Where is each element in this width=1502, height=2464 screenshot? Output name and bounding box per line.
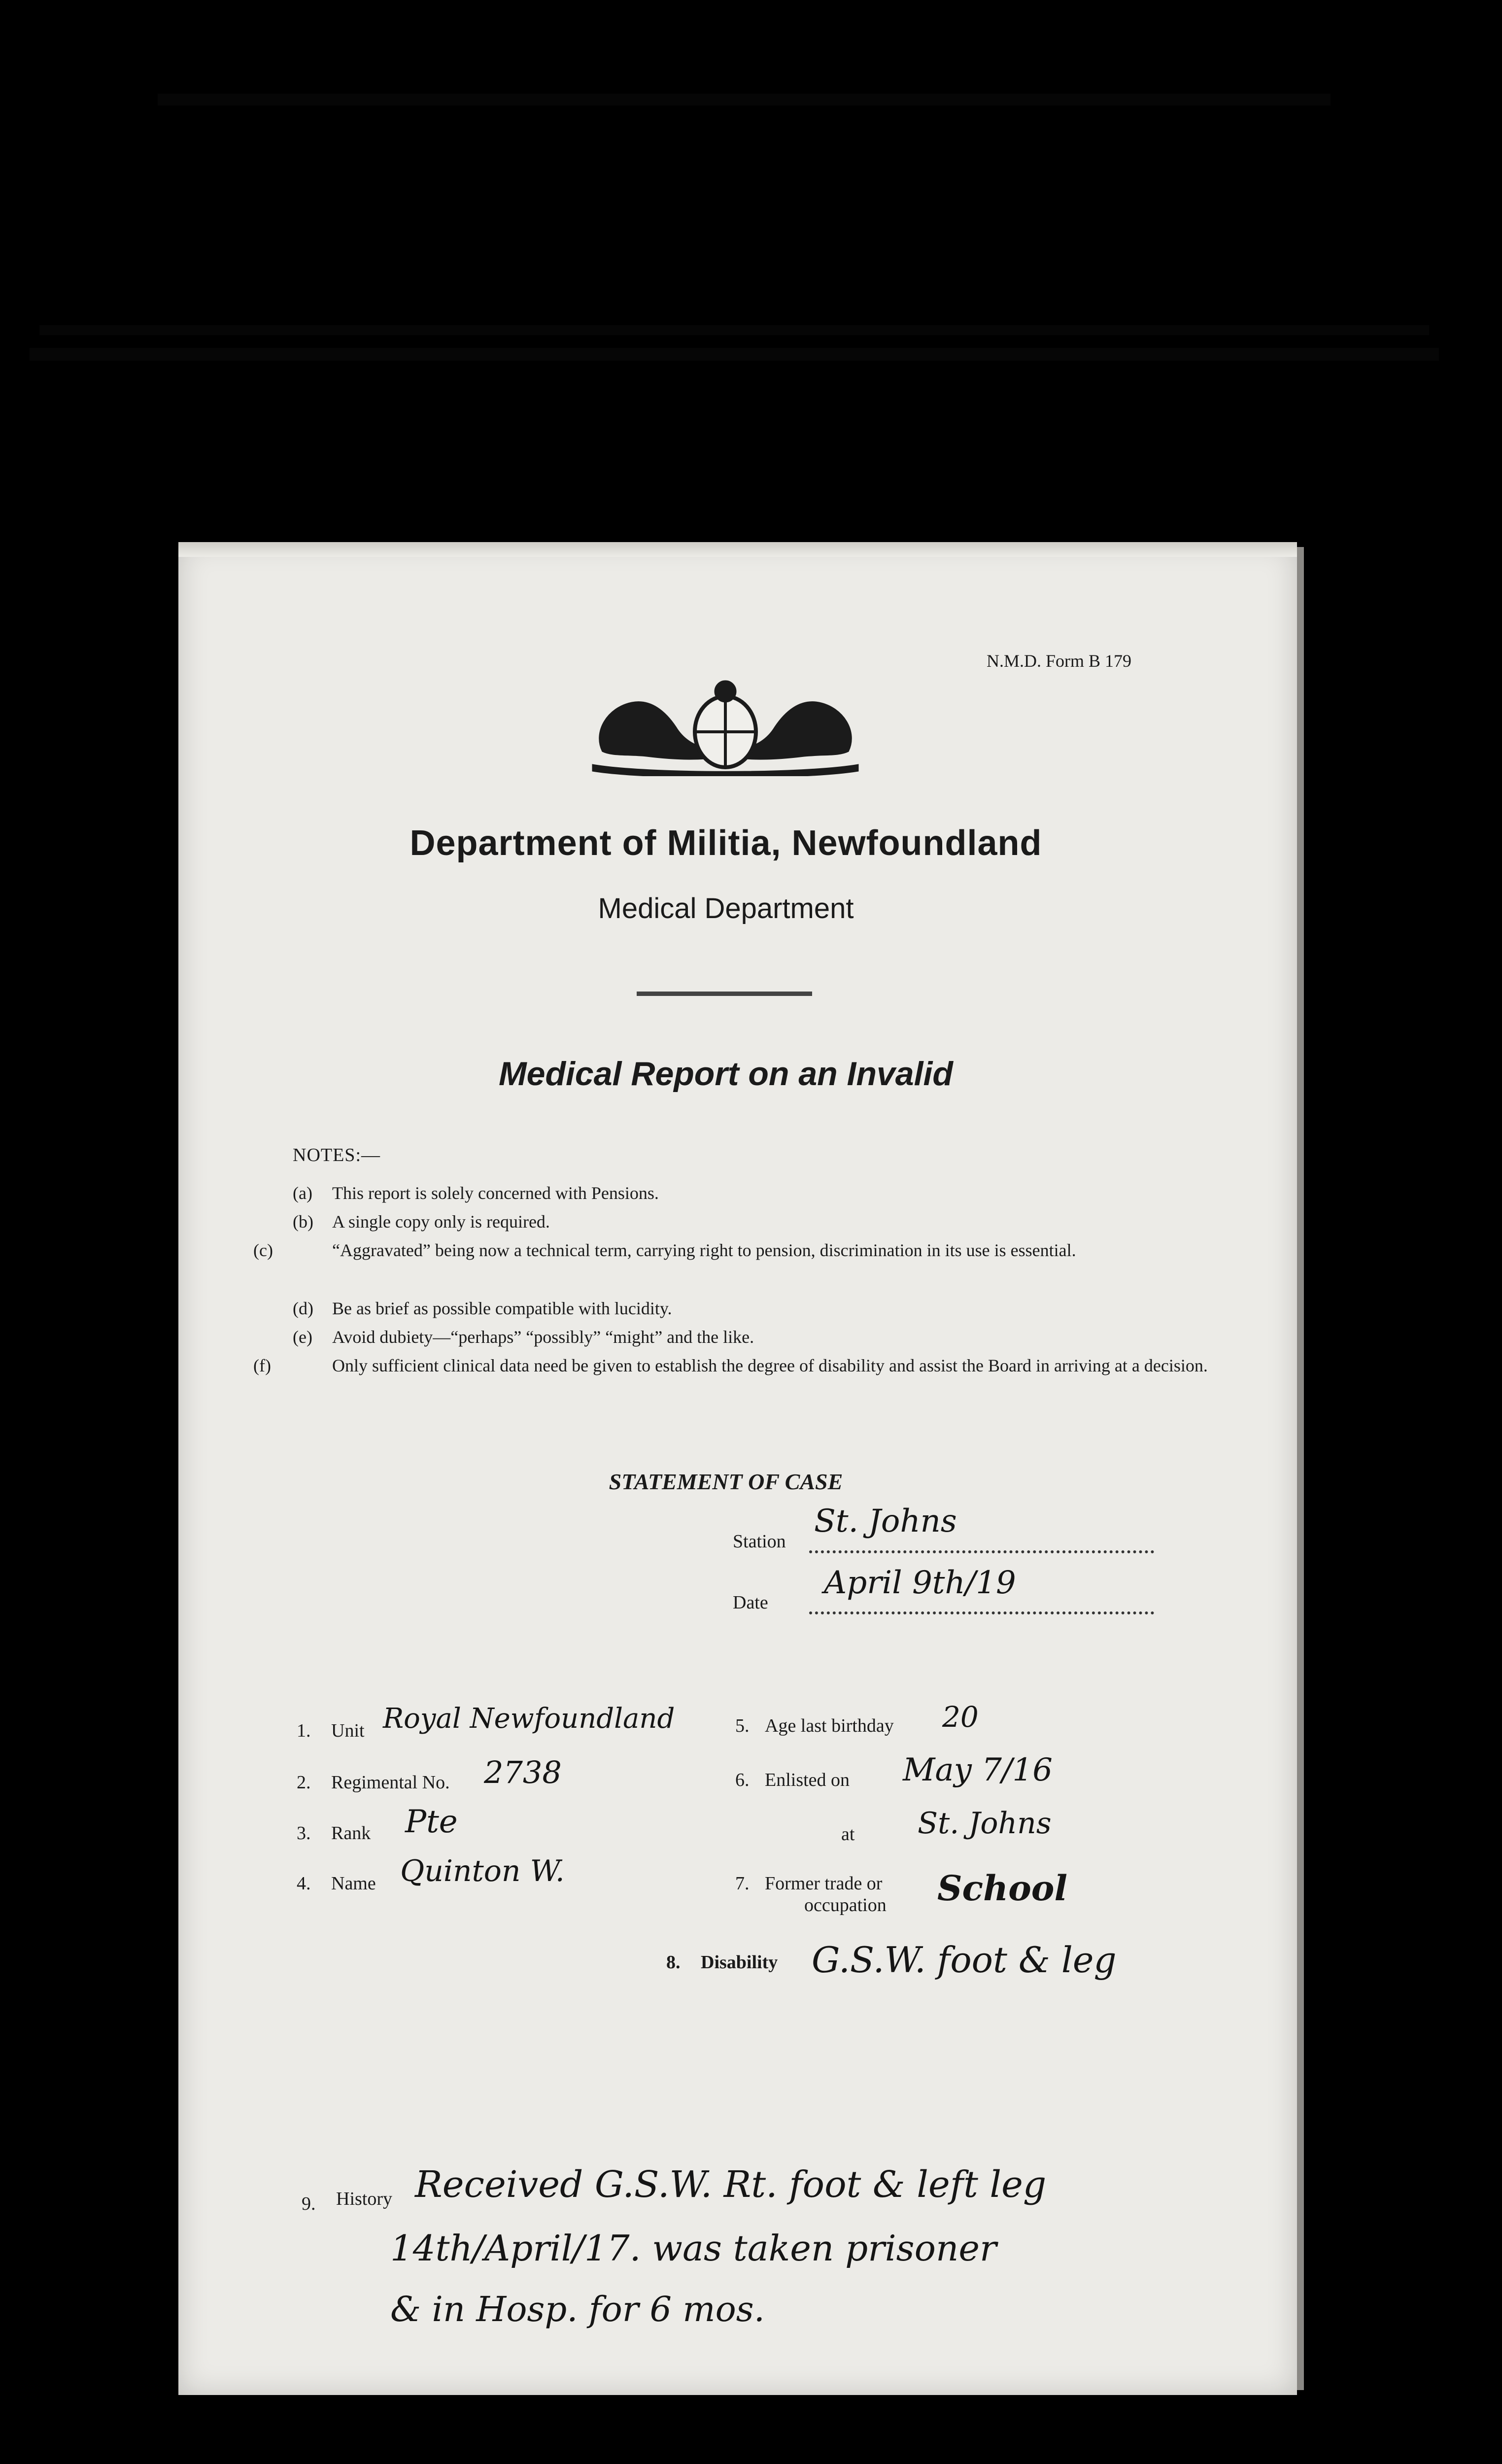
report-title: Medical Report on an Invalid [499,1055,953,1093]
enlisted-at-label: at [841,1824,855,1845]
date-label: Date [733,1592,768,1613]
field-number: 7. [735,1873,750,1894]
station-label: Station [733,1531,786,1552]
field-number: 4. [297,1873,311,1894]
history-line: Received G.S.W. Rt. foot & left leg [415,2163,1047,2206]
former-trade-label: Former trade or [765,1873,883,1894]
date-value: April 9th/19 [824,1565,1016,1601]
enlisted-at-value: St. Johns [918,1806,1052,1841]
enlisted-on-value: May 7/16 [903,1752,1053,1788]
field-number: 3. [297,1823,311,1844]
regimental-no-value: 2738 [484,1754,562,1790]
statement-heading: STATEMENT OF CASE [609,1469,843,1494]
unit-label: Unit [331,1720,365,1741]
rank-value: Pte [405,1804,458,1840]
occupation-label: occupation [804,1895,887,1916]
rank-label: Rank [331,1823,371,1844]
history-line: & in Hosp. for 6 mos. [390,2289,765,2329]
disability-label: Disability [701,1952,778,1973]
field-number: 9. [302,2193,316,2214]
bleed-through-mark [30,348,1439,361]
department-subtitle: Medical Department [598,892,854,924]
station-value: St. Johns [814,1503,957,1540]
note-item: (f) Only sufficient clinical data need be given to establish the degree of disability and assist the Board in arriving at a decision. [253,1356,1208,1375]
field-number: 8. [666,1952,681,1973]
history-line: 14th/April/17. was taken prisoner [390,2227,997,2269]
note-item: (c) “Aggravated” being now a technical term, carrying right to pension, discrimination in its use is essential. [253,1240,1076,1260]
regimental-no-label: Regimental No. [331,1772,450,1793]
notes-heading: NOTES:— [293,1145,380,1165]
form-number: N.M.D. Form B 179 [987,651,1132,671]
department-title: Department of Militia, Newfoundland [410,823,1042,863]
bleed-through-mark [39,325,1429,335]
note-item: (d) Be as brief as possible compatible with lucidity. [293,1299,672,1318]
name-value: Quinton W. [400,1854,565,1888]
history-label: History [336,2189,392,2209]
note-item: (e) Avoid dubiety—“perhaps” “possibly” “might” and the like. [293,1327,754,1347]
field-number: 6. [735,1770,750,1790]
disability-value: G.S.W. foot & leg [812,1939,1117,1981]
paper-edge [178,542,1297,557]
unit-value: Royal Newfoundland [383,1703,675,1735]
former-trade-value: School [937,1868,1068,1909]
station-line [809,1550,1154,1553]
field-number: 5. [735,1715,750,1736]
paper-edge [1297,547,1304,2390]
age-label: Age last birthday [765,1715,894,1736]
date-line [809,1611,1154,1614]
field-number: 1. [297,1720,311,1741]
enlisted-on-label: Enlisted on [765,1770,850,1790]
bleed-through-mark [158,94,1331,105]
coat-of-arms-icon [573,673,878,776]
note-item: (a) This report is solely concerned with Pensions. [293,1183,659,1203]
age-value: 20 [942,1700,979,1734]
name-label: Name [331,1873,376,1894]
note-item: (b) A single copy only is required. [293,1212,550,1232]
divider [637,992,812,996]
field-number: 2. [297,1772,311,1793]
medical-report-form [178,542,1297,2395]
